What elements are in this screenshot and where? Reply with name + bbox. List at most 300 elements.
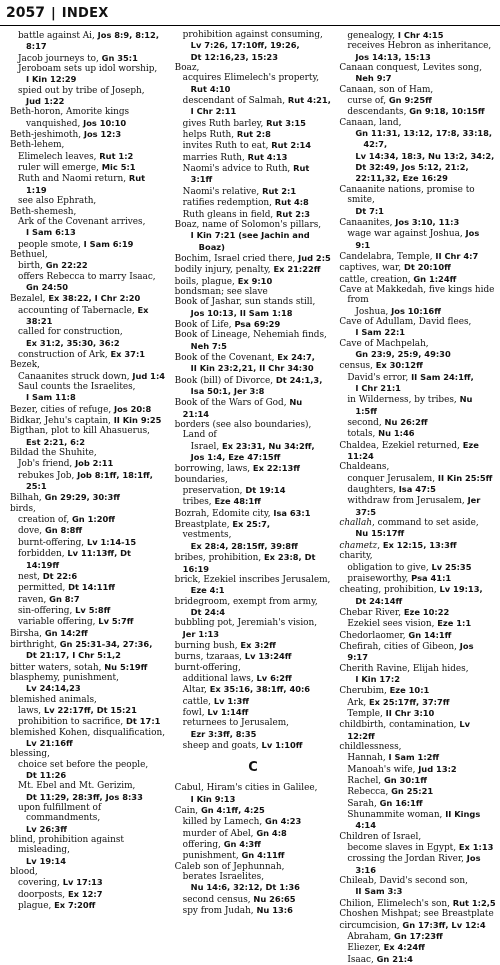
entry-text: David's error, [347, 372, 412, 383]
scripture-reference: II Kin 25:5ff [437, 472, 493, 483]
index-entry [175, 463, 332, 474]
scripture-reference: Nu 26:2ff [384, 417, 428, 428]
entry-text: Eliezer, [347, 943, 384, 954]
index-entry [10, 118, 167, 129]
entry-text: Beth-horon, Amorite kings [10, 107, 130, 118]
entry-text: gives Ruth barley, [182, 118, 267, 129]
entry-text: Isaac, [347, 954, 377, 965]
entry-text: descendant of Salmah, [182, 96, 288, 107]
scripture-reference: Lv 1:10ff [261, 740, 303, 750]
index-entry [10, 173, 167, 196]
scripture-reference: Eze 10:22 [403, 606, 450, 617]
entry-text: second census, [182, 894, 254, 905]
scripture-reference: Rut 4:21, [287, 95, 331, 106]
scripture-reference: Rut 2:1 [262, 185, 297, 196]
index-entry [339, 551, 496, 561]
scripture-reference: Jos 9:17 [347, 640, 474, 663]
entry-text: Chedorlaomer, [339, 630, 409, 641]
index-entry [175, 441, 332, 452]
index-entry [175, 794, 332, 805]
entry-text: nest, [18, 571, 43, 582]
entry-text-tail: , command to set aside, [372, 518, 479, 529]
entry-text: burnt-offering, [174, 662, 241, 673]
index-entry [175, 894, 332, 905]
index-entry [175, 30, 332, 40]
index-entry [339, 752, 496, 763]
index-entry [10, 594, 167, 605]
index-entry [339, 641, 496, 664]
entry-text: Chilion, Elimelech's son, [339, 898, 453, 909]
index-entry [10, 856, 167, 867]
index-entry [175, 253, 332, 264]
entry-text: charity, [339, 551, 373, 562]
entry-text: Bildad the Shuhite, [10, 448, 97, 459]
index-entry [175, 209, 332, 220]
index-entry [339, 809, 496, 832]
entry-text: blind, prohibition against misleading, [10, 835, 124, 856]
entry-text: see also Ephrath, [18, 196, 97, 207]
entry-text: prohibition to sacrifice, [18, 717, 127, 728]
scripture-reference: Ex 31:2, 35:30, 36:2 [26, 337, 120, 348]
index-entry [10, 492, 167, 503]
index-entry [10, 107, 167, 117]
scripture-reference: I Sam 6:19 [83, 238, 134, 249]
entry-text: totals, [347, 429, 379, 440]
entry-text: cattle, creation, [339, 274, 414, 285]
index-entry [339, 674, 496, 685]
entry-text: Israel, [190, 441, 222, 452]
entry-text: birth, [18, 261, 46, 272]
scripture-reference: I Chr 4:15 [397, 30, 444, 40]
entry-text: vanquished, [26, 118, 84, 129]
index-entry [339, 518, 496, 528]
entry-text: birds, [10, 503, 36, 514]
entry-text: Saul counts the Israelites, [18, 382, 136, 392]
entry-text: Cherubim, [339, 686, 390, 697]
scripture-reference: I Chr 2:11 [190, 106, 237, 117]
index-entry [175, 397, 332, 420]
index-entry [10, 900, 167, 911]
index-entry [339, 462, 496, 472]
index-column-2 [174, 30, 332, 917]
entry-text: chametz [339, 540, 378, 551]
index-entry [339, 360, 496, 371]
index-entry [10, 129, 167, 140]
scripture-reference: II Kin 23:2,21, II Chr 34:30 [190, 363, 314, 374]
index-entry [339, 162, 496, 173]
index-entry [10, 716, 167, 727]
index-entry [339, 428, 496, 439]
scripture-reference: Eze 10:1 [389, 685, 430, 696]
scripture-reference: Nu 1:5ff [355, 394, 473, 416]
index-entry [175, 129, 332, 140]
scripture-reference: Nu 1:46 [378, 428, 415, 439]
index-entry [339, 106, 496, 117]
scripture-reference: Jos 20:8 [113, 403, 152, 414]
entry-text: forbidden, [18, 549, 68, 560]
scripture-reference: I Kin 7:21 (see Jachin and Boaz) [190, 230, 310, 252]
index-entry [175, 552, 332, 575]
index-entry [10, 605, 167, 616]
scripture-reference: Ex 23:8, Dt 16:19 [182, 552, 316, 574]
scripture-reference: Dt 22:6 [42, 570, 78, 581]
header-separator: | [50, 5, 56, 21]
entry-text: Temple, [347, 708, 386, 719]
entry-text: battle against Ai, [18, 31, 98, 41]
scripture-reference: Lv 5:7ff [98, 616, 134, 627]
index-entry [339, 417, 496, 428]
index-entry [175, 230, 332, 253]
entry-text: Book of Jashar, sun stands still, [174, 297, 316, 308]
entry-text: Chileab, David's second son, [339, 876, 468, 887]
index-entry [10, 162, 167, 173]
index-entry [339, 562, 496, 573]
scripture-reference: Jer 1:13 [182, 628, 220, 639]
scripture-reference: Lv 21:16ff [26, 738, 73, 748]
scripture-reference: Ex 1:13 [458, 842, 494, 853]
index-entry [339, 217, 496, 228]
entry-text: Cave of Machpelah, [339, 338, 429, 349]
entry-text: preservation, [182, 486, 246, 497]
scripture-reference: Lv 11:13ff, Dt 14:19ff [26, 548, 131, 570]
scripture-reference: Jos 3:16 [355, 853, 481, 875]
index-entry [10, 371, 167, 382]
index-entry [10, 151, 167, 162]
entry-text: Beth-shemesh, [10, 206, 77, 217]
index-entry [10, 448, 167, 458]
scripture-reference: Gn 14:2ff [44, 627, 88, 638]
scripture-reference: Ex 12:15, 13:3ff [382, 539, 457, 550]
index-entry [339, 128, 496, 151]
scripture-reference: Gn 4:8 [256, 827, 287, 838]
index-entry [10, 196, 167, 206]
entry-text: Boaz, name of Solomon's pillars, [174, 219, 322, 230]
entry-text: cattle, [182, 696, 214, 707]
scripture-reference: Rut 3:15 [266, 117, 306, 128]
entry-text: Book of Life, [174, 319, 235, 330]
index-entry [175, 163, 332, 186]
entry-text: Candelabra, Temple, [339, 251, 436, 262]
scripture-reference: Dt 14:11ff [68, 582, 116, 593]
index-entry [10, 616, 167, 627]
index-entry [339, 41, 496, 51]
scripture-reference: Jos 3:10, 11:3 [395, 216, 460, 227]
scripture-reference: Dt 11:29, 28:3ff, Jos 8:33 [26, 791, 143, 802]
scripture-reference: Jud 2:5 [298, 252, 331, 263]
scripture-reference: Gn 21:4 [376, 953, 413, 964]
entry-text: C [248, 760, 258, 776]
entry-text: crossing the Jordan River, [347, 854, 467, 865]
scripture-reference: Ex 23:31, Nu 34:2ff, [222, 440, 315, 451]
index-entry [175, 485, 332, 496]
entry-text: cheating, prohibition, [339, 585, 440, 596]
scripture-reference: Ex 38:22, I Chr 2:20 [48, 293, 141, 304]
scripture-reference: Ex 24:7, [277, 351, 315, 362]
index-entry [339, 528, 496, 539]
index-entry [10, 260, 167, 271]
scripture-reference: Jos 10:10 [83, 117, 127, 128]
entry-text: creation of, [18, 515, 72, 526]
index-entry [175, 375, 332, 386]
index-entry [175, 496, 332, 507]
scripture-reference: Psa 41:1 [411, 572, 452, 583]
scripture-reference: Est 2:21, 6:2 [26, 436, 86, 447]
index-entry [339, 394, 496, 417]
index-entry [339, 63, 496, 73]
entry-text: plague, [18, 901, 55, 912]
index-entry [10, 272, 167, 282]
index-entry [175, 140, 332, 151]
index-entry [10, 458, 167, 469]
index-entry [339, 886, 496, 897]
scripture-reference: Ex 22:13ff [252, 463, 300, 474]
scripture-reference: Gn 29:29, 30:3ff [44, 492, 120, 503]
scripture-reference: Eze 48:1ff [214, 496, 261, 507]
entry-text: Canaanites struck down, [18, 371, 133, 382]
index-entry [175, 363, 332, 374]
scripture-reference: Gn 11:31, 13:12, 17:8, 33:18, 42:7, [355, 128, 493, 150]
index-entry [175, 276, 332, 287]
scripture-reference: Psa 69:29 [234, 318, 281, 329]
scripture-reference: Ezr 3:3ff, 8:35 [190, 728, 257, 739]
scripture-reference: Gn 8:7 [49, 593, 80, 604]
index-entry [10, 437, 167, 448]
entry-text: Ark, [347, 697, 370, 708]
index-entry [175, 386, 332, 397]
entry-text: Altar, [182, 685, 210, 696]
index-entry [10, 293, 167, 304]
index-entry [339, 909, 496, 919]
entry-text: killed by Lamech, [182, 817, 266, 828]
index-entry [175, 220, 332, 230]
entry-text: Sarah, [347, 798, 380, 809]
scripture-reference: Dt 24:14ff [355, 595, 403, 606]
entry-text: Bozrah, Edomite city, [174, 508, 274, 519]
index-entry [339, 607, 496, 618]
scripture-reference: Eze 11:24 [347, 439, 479, 462]
scripture-reference: Neh 7:5 [190, 340, 227, 351]
index-entry [175, 40, 332, 51]
scripture-reference: Lv 24:14,23 [26, 683, 81, 694]
scripture-reference: Neh 9:7 [355, 73, 392, 84]
index-column-1 [10, 30, 167, 912]
entry-text: receives Hebron as inheritance, [347, 41, 492, 52]
scripture-reference: Jos 9:1 [355, 228, 480, 250]
scripture-reference: Ex 12:7 [67, 888, 103, 899]
scripture-reference: Jos 14:13, 15:13 [355, 51, 431, 62]
scripture-reference: Rut 4:10 [190, 83, 231, 94]
scripture-reference: Ex 4:24ff [383, 942, 425, 953]
index-entry [10, 760, 167, 770]
entry-text: Beth-lehem, [10, 140, 65, 151]
scripture-reference: Jos 12:3 [83, 129, 122, 140]
scripture-reference: Dt 12:16,23, 15:23 [190, 51, 278, 62]
index-entry [175, 297, 332, 307]
index-entry [175, 663, 332, 673]
entry-text: covering, [18, 878, 63, 889]
scripture-reference: Dt 24:1,3, [275, 374, 323, 385]
scripture-reference: Jos 1:4, Eze 47:15ff [190, 452, 281, 463]
index-entry [175, 264, 332, 275]
index-entry [339, 876, 496, 886]
scripture-reference: Ex 21:22ff [273, 264, 321, 275]
scripture-reference: Rut 1:2,5 [452, 897, 496, 908]
entry-text: Breastplate, [174, 520, 233, 531]
scripture-reference: I Sam 22:1 [355, 327, 406, 338]
scripture-reference: Dt 24:4 [190, 606, 226, 617]
index-entry [175, 330, 332, 340]
scripture-reference: Ex 25:17ff, 37:7ff [369, 696, 450, 707]
entry-text: Rebecca, [347, 787, 392, 798]
index-entry [10, 867, 167, 877]
scripture-reference: Lv 17:13 [62, 877, 103, 888]
index-entry [339, 317, 496, 327]
index-entry [10, 683, 167, 694]
index-entry [10, 382, 167, 392]
index-entry [339, 262, 496, 273]
entry-text: vestments, [182, 530, 232, 541]
entry-text: called for construction, [18, 327, 123, 338]
entry-text: daughters, [347, 485, 399, 496]
entry-text: Hannah, [347, 753, 389, 764]
entry-text: permitted, [18, 583, 69, 594]
scripture-reference: Ex 38:21 [26, 304, 149, 326]
entry-text: blessing, [10, 749, 50, 760]
index-entry [339, 383, 496, 394]
entry-text: Cave of Adullam, David flees, [339, 316, 472, 327]
scripture-reference: Nu 13:6 [256, 905, 293, 916]
index-entry [10, 781, 167, 791]
index-entry [175, 618, 332, 640]
entry-text: fowl, [182, 707, 208, 718]
scripture-reference: I Sam 1:2ff [388, 752, 440, 763]
scripture-reference: 22:11,32, Eze 16:29 [355, 173, 448, 184]
index-entry [175, 783, 332, 793]
index-entry [339, 832, 496, 842]
entry-text: Rachel, [347, 776, 384, 787]
scripture-reference: I Chr 21:1 [355, 383, 401, 393]
scripture-reference: Lv 5:8ff [75, 604, 111, 615]
index-entry [10, 835, 167, 856]
index-entry [339, 173, 496, 184]
index-entry [175, 287, 332, 297]
scripture-reference: Isa 50:1, Jer 3:8 [190, 386, 265, 396]
scripture-reference: Rut 2:8 [236, 129, 271, 140]
entry-text: murder of Abel, [182, 828, 257, 839]
index-entry [10, 86, 167, 96]
index-entry [10, 404, 167, 415]
index-entry [175, 651, 332, 662]
scripture-reference: Ex 9:10 [237, 275, 273, 286]
index-entry [175, 73, 332, 83]
scripture-reference: Lv 19:14 [26, 855, 66, 866]
index-entry [175, 872, 332, 882]
entry-text: Canaanites, [339, 217, 396, 228]
entry-text: people smote, [18, 239, 84, 250]
scripture-reference: Gn 16:1ff [379, 797, 423, 808]
entry-text: become slaves in Egypt, [347, 843, 459, 854]
index-entry [10, 30, 167, 53]
entry-text: Bezek, [10, 360, 40, 371]
index-entry [339, 664, 496, 674]
index-entry [10, 803, 167, 824]
scripture-reference: Gn 24:50 [26, 281, 69, 292]
index-entry [10, 877, 167, 888]
index-entry [175, 839, 332, 850]
index-entry [339, 931, 496, 942]
scripture-reference: Gn 1:24ff [413, 273, 457, 284]
index-entry [175, 106, 332, 117]
scripture-reference: Lv 7:26, 17:10ff, 19:26, [190, 40, 300, 51]
entry-text: Choshen Mishpat; see Breastplate [339, 909, 494, 920]
entry-text: in Wilderness, by tribes, [347, 395, 460, 406]
index-entry [339, 742, 496, 752]
index-entry [175, 186, 332, 197]
scripture-reference: Rut 4:8 [274, 197, 309, 208]
page-header [6, 3, 109, 23]
scripture-reference: Ex 3:2ff [240, 639, 276, 650]
entry-text: raven, [18, 594, 50, 605]
entry-text: Beth-jeshimoth, [10, 130, 84, 141]
scripture-reference: Jud 1:22 [26, 96, 65, 107]
entry-text: additional laws, [182, 673, 257, 684]
entry-text: blood, [10, 867, 38, 878]
entry-text: captives, war, [339, 263, 404, 274]
index-entry [339, 573, 496, 584]
entry-text: berates Israelites, [182, 872, 265, 883]
entry-text: prohibition against consuming, [182, 30, 323, 40]
index-entry [339, 842, 496, 853]
scripture-reference: Gn 9:18, 10:15ff [409, 106, 485, 117]
index-entry [10, 571, 167, 582]
entry-text: boils, plague, [174, 276, 238, 287]
scripture-reference: Gn 1:20ff [72, 514, 115, 525]
entry-text: Children of Israel, [339, 831, 422, 842]
index-entry [10, 239, 167, 250]
index-entry [339, 786, 496, 797]
index-entry [339, 151, 496, 162]
index-entry [175, 152, 332, 163]
index-entry [339, 618, 496, 629]
entry-text: Book of the Wars of God, [174, 398, 290, 409]
entry-text: Jacob journeys to, [18, 53, 102, 64]
scripture-reference: Gn 4:1ff, 4:25 [200, 805, 265, 816]
entry-text: marries Ruth, [182, 152, 248, 163]
scripture-reference: Gn 25:31-34, 27:36, [59, 638, 153, 649]
entry-text: spy from Judah, [182, 906, 257, 917]
index-entry [10, 207, 167, 217]
index-entry [339, 372, 496, 383]
entry-text: Chefirah, cities of Gibeon, [339, 641, 460, 652]
entry-text: burns, tzaraas, [174, 652, 245, 663]
index-entry [175, 530, 332, 540]
scripture-reference: Dt 7:1 [355, 205, 384, 216]
index-entry [10, 650, 167, 661]
index-entry [339, 85, 496, 95]
entry-text: circumcision, [339, 920, 403, 931]
section-title: INDEX [61, 5, 109, 21]
entry-text: bondsman; see slave [174, 286, 268, 297]
scripture-reference: Jer 37:5 [355, 495, 481, 517]
scripture-reference: Ex 30:12ff [375, 360, 423, 371]
index-entry [339, 596, 496, 607]
index-entry [175, 805, 332, 816]
page-number: 2057 [6, 5, 45, 21]
entry-text: Shunammite woman, [347, 810, 446, 821]
index-entry [175, 352, 332, 363]
index-entry [339, 719, 496, 742]
index-entry [10, 639, 167, 650]
